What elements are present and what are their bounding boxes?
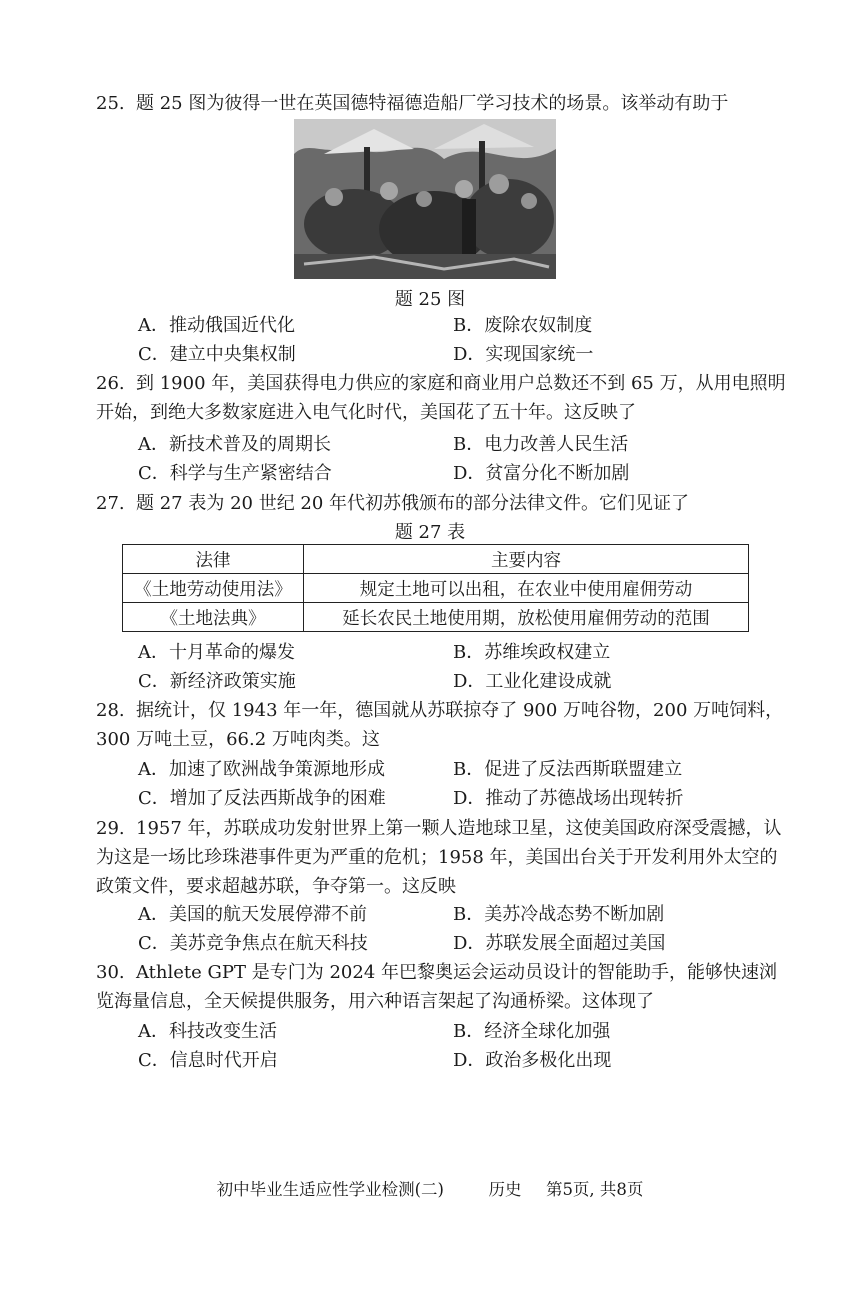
subject-label: 历史 xyxy=(488,1180,522,1199)
question-stem: 据统计，仅 1943 年一年，德国就从苏联掠夺了 900 万吨谷物，200 万吨饲料，300 万吨土豆，66.2 万吨肉类。这 xyxy=(96,700,784,750)
question-30 xyxy=(96,958,786,1016)
table-cell: 《土地劳动使用法》 xyxy=(123,574,304,603)
option-c[interactable]: C．科学与生产紧密结合 xyxy=(138,463,332,484)
question-stem: Athlete GPT 是专门为 2024 年巴黎奥运会运动员设计的智能助手，能够快速浏览海量信息，全天候提供服务，用六种语言架起了沟通桥梁。这体现了 xyxy=(96,962,777,1012)
question-number: 29. xyxy=(96,818,125,839)
question-25-options xyxy=(138,311,778,369)
option-a[interactable]: A．新技术普及的周期长 xyxy=(138,434,331,455)
question-number: 28. xyxy=(96,700,125,721)
option-b[interactable]: B．经济全球化加强 xyxy=(453,1021,611,1042)
page-footer xyxy=(0,1176,860,1200)
option-b[interactable]: B．美苏冷战态势不断加剧 xyxy=(453,904,665,925)
table-cell: 规定土地可以出租，在农业中使用雇佣劳动 xyxy=(304,574,749,603)
figure-caption: 题 25 图 xyxy=(394,289,466,310)
table-header: 法律 xyxy=(123,545,304,574)
table-row xyxy=(123,603,749,632)
question-26-options xyxy=(138,430,778,488)
table-row xyxy=(123,574,749,603)
option-b[interactable]: B．电力改善人民生活 xyxy=(453,434,629,455)
question-28 xyxy=(96,696,786,754)
table-caption: 题 27 表 xyxy=(394,522,466,543)
question-29 xyxy=(96,814,786,901)
option-d[interactable]: D．贫富分化不断加剧 xyxy=(453,463,630,484)
option-a[interactable]: A．加速了欧洲战争策源地形成 xyxy=(138,759,385,780)
option-d[interactable]: D．政治多极化出现 xyxy=(453,1050,612,1071)
option-c[interactable]: C．增加了反法西斯战争的困难 xyxy=(138,788,386,809)
option-a[interactable]: A．推动俄国近代化 xyxy=(138,315,295,336)
option-a[interactable]: A．美国的航天发展停滞不前 xyxy=(138,904,367,925)
option-d[interactable]: D．工业化建设成就 xyxy=(453,671,612,692)
option-d[interactable]: D．推动了苏德战场出现转折 xyxy=(453,788,684,809)
option-a[interactable]: A．科技改变生活 xyxy=(138,1021,277,1042)
question-number: 27. xyxy=(96,493,125,514)
peter-shipyard-figure xyxy=(294,119,556,279)
option-c[interactable]: C．新经济政策实施 xyxy=(138,671,296,692)
question-27-options xyxy=(138,638,778,696)
question-stem: 1957 年，苏联成功发射世界上第一颗人造地球卫星，这使美国政府深受震撼，认为这是一场比珍珠港事件更为严重的危机；1958 年，美国出台关于开发利用外太空的政策文件，要求超越苏联，争夺第一。这反映 xyxy=(96,818,782,897)
question-30-options xyxy=(138,1017,778,1075)
question-27 xyxy=(96,489,786,518)
table-cell: 延长农民土地使用期，放松使用雇佣劳动的范围 xyxy=(304,603,749,632)
question-stem: 到 1900 年，美国获得电力供应的家庭和商业用户总数还不到 65 万，从用电照明开始，到绝大多数家庭进入电气化时代，美国花了五十年。这反映了 xyxy=(96,373,786,423)
option-b[interactable]: B．苏维埃政权建立 xyxy=(453,642,611,663)
question-28-options xyxy=(138,755,778,813)
question-stem: 题 27 表为 20 世纪 20 年代初苏俄颁布的部分法律文件。它们见证了 xyxy=(136,493,690,514)
option-c[interactable]: C．建立中央集权制 xyxy=(138,344,296,365)
question-29-options xyxy=(138,900,778,958)
option-b[interactable]: B．促进了反法西斯联盟建立 xyxy=(453,759,683,780)
law-table xyxy=(122,544,749,632)
option-a[interactable]: A．十月革命的爆发 xyxy=(138,642,295,663)
option-d[interactable]: D．实现国家统一 xyxy=(453,344,594,365)
table-cell: 《土地法典》 xyxy=(123,603,304,632)
engraving-illustration xyxy=(294,119,556,279)
option-b[interactable]: B．废除农奴制度 xyxy=(453,315,593,336)
question-stem: 题 25 图为彼得一世在英国德特福德造船厂学习技术的场景。该举动有助于 xyxy=(136,93,729,114)
question-number: 30. xyxy=(96,962,125,983)
table-header: 主要内容 xyxy=(304,545,749,574)
table-header-row xyxy=(123,545,749,574)
question-25 xyxy=(96,89,786,118)
question-number: 26. xyxy=(96,373,125,394)
option-d[interactable]: D．苏联发展全面超过美国 xyxy=(453,933,666,954)
question-26 xyxy=(96,369,786,427)
page-number: 第5页, 共8页 xyxy=(545,1180,644,1199)
exam-title: 初中毕业生适应性学业检测(二) xyxy=(216,1180,444,1199)
option-c[interactable]: C．信息时代开启 xyxy=(138,1050,278,1071)
question-number: 25. xyxy=(96,93,125,114)
option-c[interactable]: C．美苏竞争焦点在航天科技 xyxy=(138,933,368,954)
